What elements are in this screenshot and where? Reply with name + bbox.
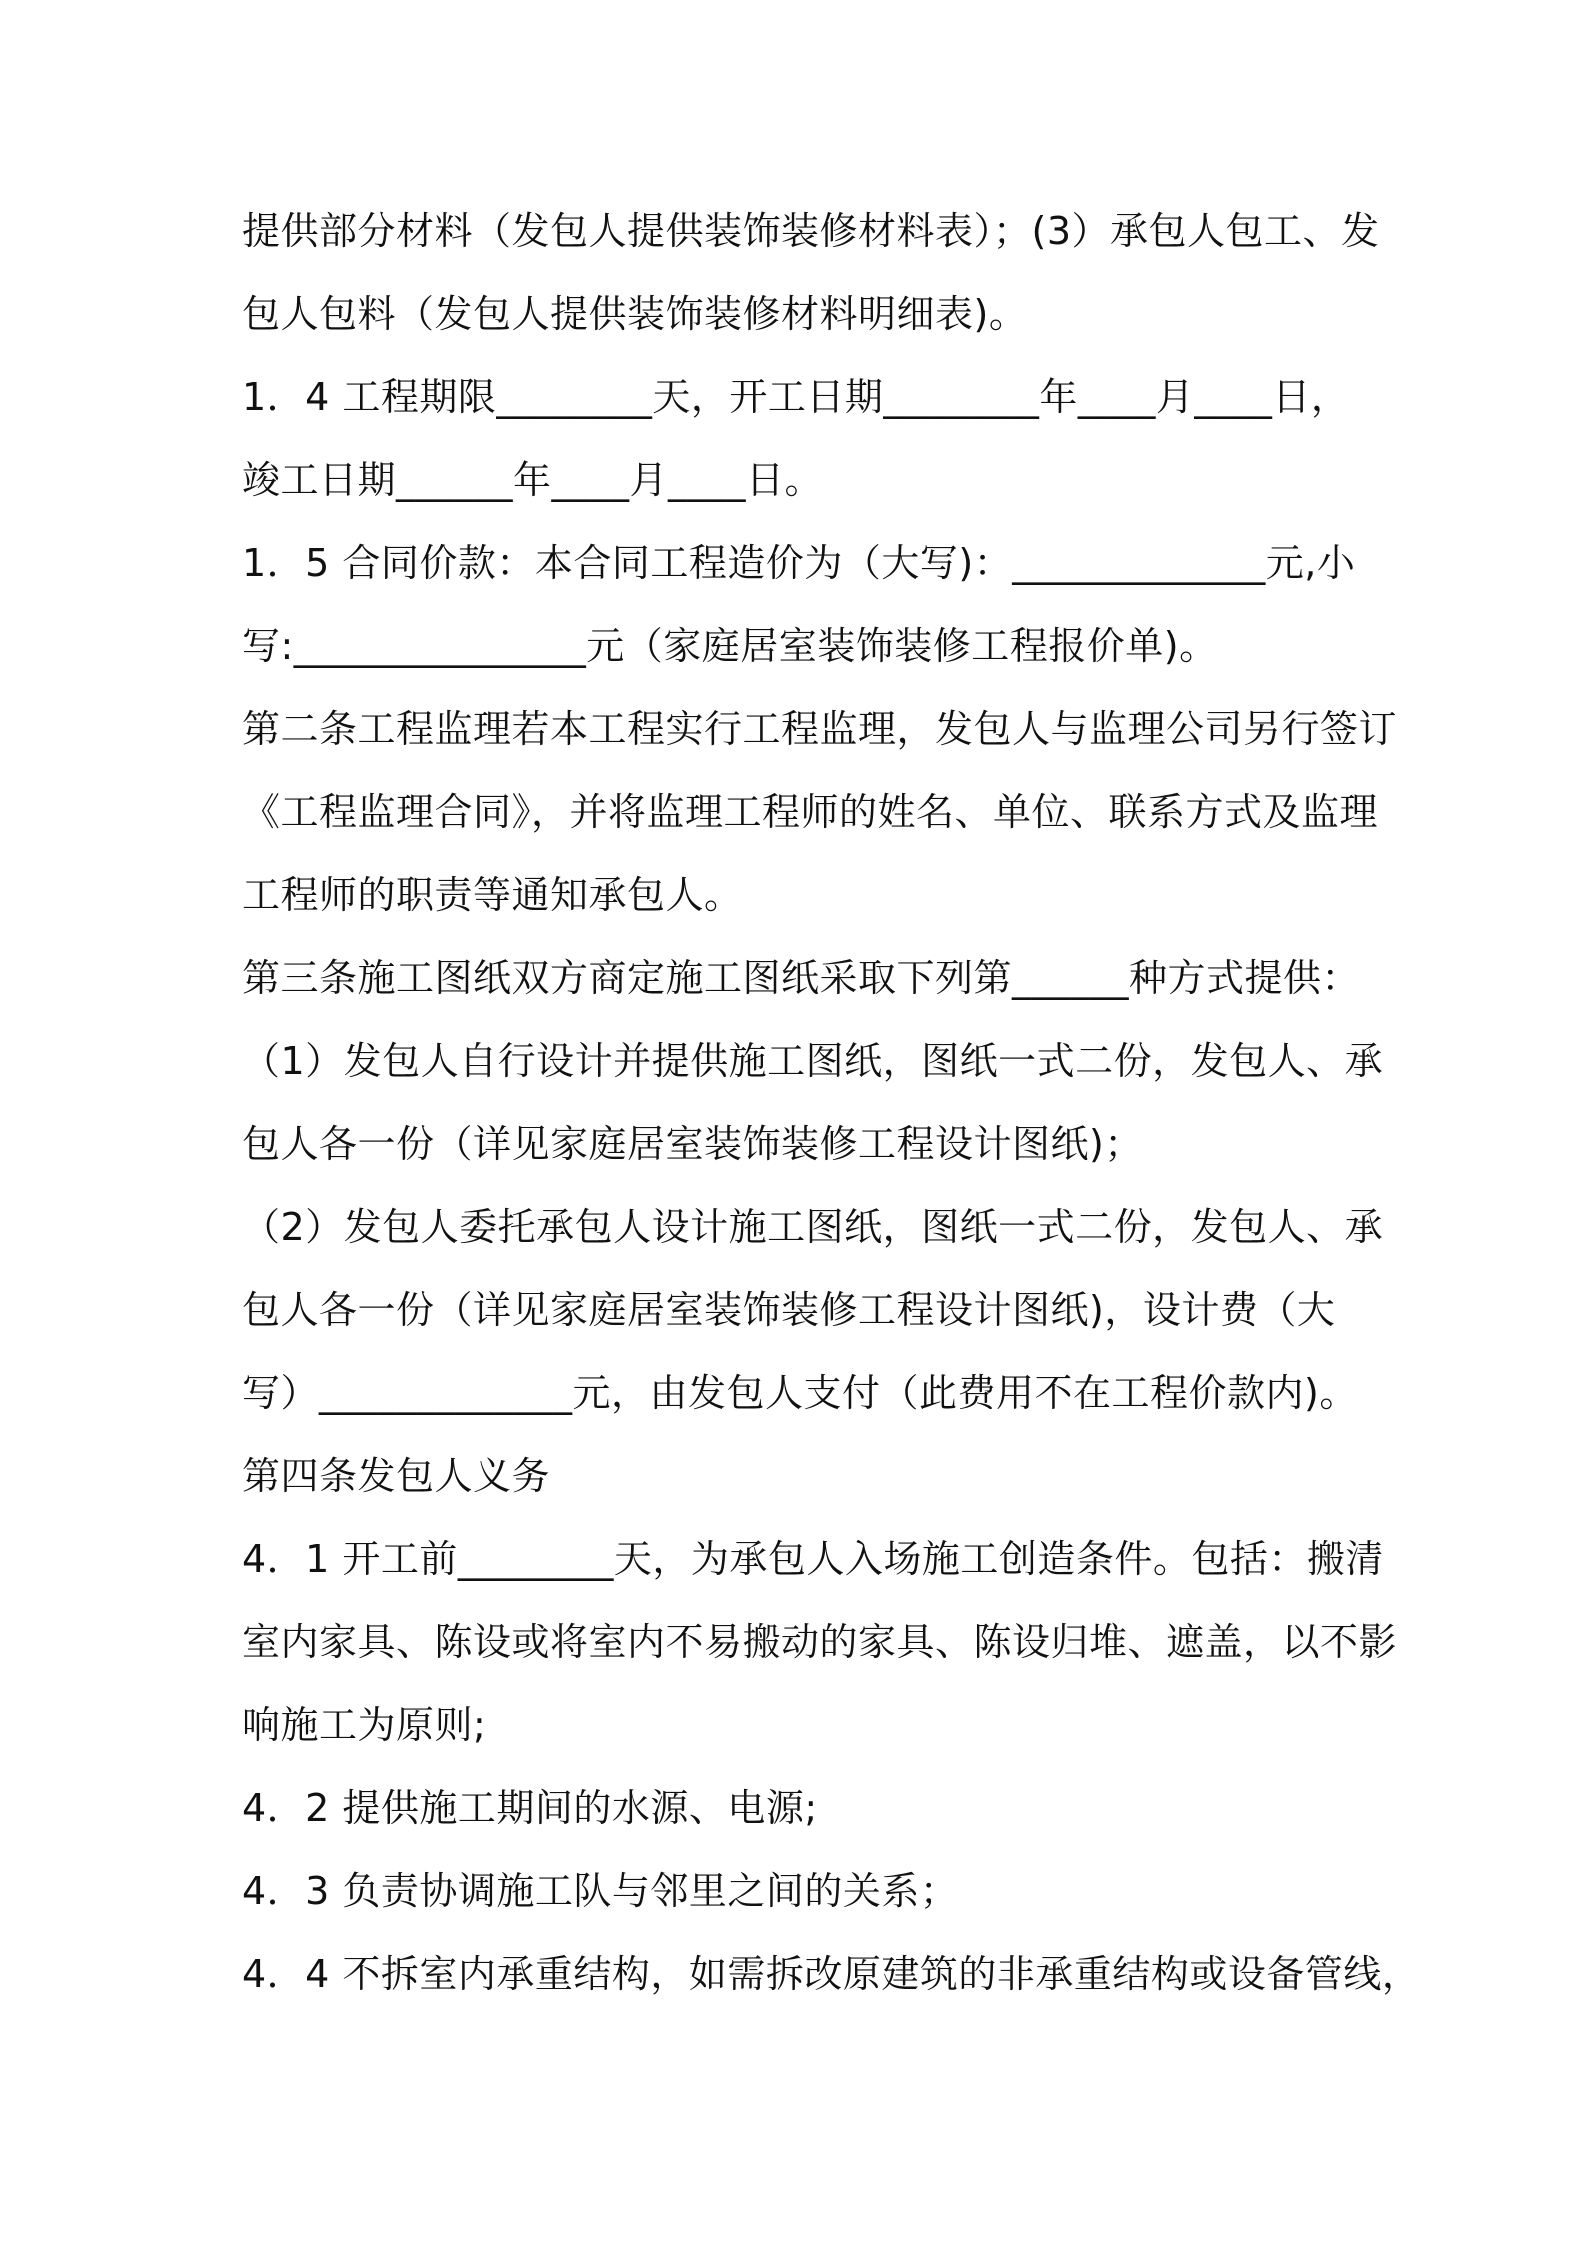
text-line: 第四条发包人义务 — [242, 1454, 551, 1498]
text-line: 包人包料（发包人提供装饰装修材料明细表)。 — [242, 292, 1028, 336]
text-line: 竣工日期______年____月____日。 — [242, 458, 824, 502]
text-line: 工程师的职责等通知承包人。 — [242, 873, 743, 917]
text-line: 1．5 合同价款：本合同工程造价为（大写)：_____________元,小 — [242, 541, 1356, 585]
text-line: 包人各一份（详见家庭居室装饰装修工程设计图纸)； — [242, 1122, 1143, 1166]
text-line: （1）发包人自行设计并提供施工图纸，图纸一式二份，发包人、承 — [242, 1039, 1384, 1083]
text-line: 室内家具、陈设或将室内不易搬动的家具、陈设归堆、遮盖，以不影 — [242, 1620, 1398, 1664]
text-line: 第三条施工图纸双方商定施工图纸采取下列第______种方式提供： — [242, 956, 1361, 1000]
text-line: 提供部分材料（发包人提供装饰装修材料表）；(3）承包人包工、发 — [242, 209, 1380, 253]
text-line: 4．3 负责协调施工队与邻里之间的关系； — [242, 1869, 959, 1913]
text-line: 《工程监理合同》，并将监理工程师的姓名、单位、联系方式及监理 — [242, 790, 1379, 834]
text-line: 4．4 不拆室内承重结构，如需拆改原建筑的非承重结构或设备管线， — [242, 1952, 1421, 1996]
text-line: 第二条工程监理若本工程实行工程监理，发包人与监理公司另行签订 — [242, 707, 1398, 751]
text-line: （2）发包人委托承包人设计施工图纸，图纸一式二份，发包人、承 — [242, 1205, 1384, 1249]
text-line: 4．2 提供施工期间的水源、电源; — [242, 1786, 818, 1830]
text-line: 写:_______________元（家庭居室装饰装修工程报价单)。 — [242, 624, 1218, 668]
text-line: 响施工为原则; — [242, 1703, 487, 1747]
text-line: 包人各一份（详见家庭居室装饰装修工程设计图纸)，设计费（大 — [242, 1288, 1336, 1332]
text-line: 4．1 开工前________天，为承包人入场施工创造条件。包括：搬清 — [242, 1537, 1384, 1581]
text-line: 写）_____________元，由发包人支付（此费用不在工程价款内)。 — [242, 1371, 1358, 1415]
text-line: 1．4 工程期限________天，开工日期________年____月____日， — [242, 375, 1350, 419]
document-body — [242, 198, 1421, 2024]
